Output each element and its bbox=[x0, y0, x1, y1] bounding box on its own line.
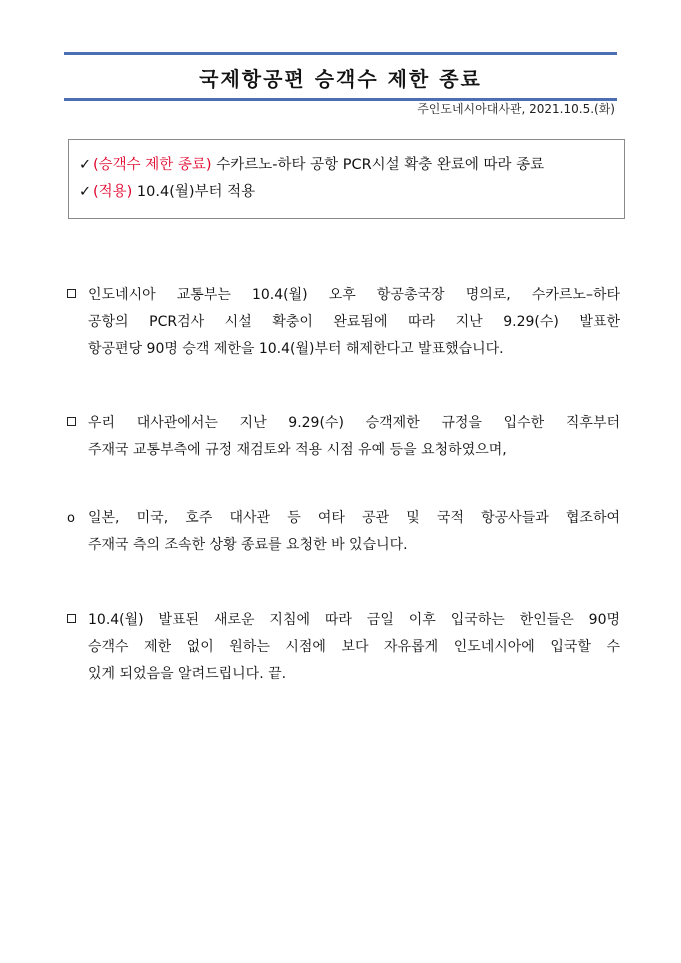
summary-line-1 bbox=[79, 152, 624, 179]
summary-text: 수카르노-하타 공항 PCR시설 확충 완료에 따라 종료 bbox=[211, 157, 545, 173]
paragraph-line: 공항의 PCR검사 시설 확충이 완료됨에 따라 지난 9.29(수) 발표한 bbox=[88, 314, 620, 330]
dateline: 주인도네시아대사관, 2021.10.5.(화) bbox=[417, 102, 615, 116]
paragraph-line: 우리 대사관에서는 지난 9.29(수) 승객제한 규정을 입수한 직후부터 bbox=[88, 415, 620, 431]
summary-text: 10.4(월)부터 적용 bbox=[132, 184, 256, 200]
paragraph-line: 승객수 제한 없이 원하는 시점에 보다 자유롭게 인도네시아에 입국할 수 bbox=[88, 639, 620, 655]
summary-tag: (적용) bbox=[93, 184, 133, 200]
paragraph-line: 주재국 측의 조속한 상황 종료를 요청한 바 있습니다. bbox=[88, 537, 408, 553]
circle-bullet-icon: o bbox=[67, 511, 75, 526]
paragraph-2 bbox=[60, 410, 620, 464]
summary-line-2 bbox=[79, 179, 624, 206]
check-icon: ✓ bbox=[79, 157, 92, 173]
paragraph-3 bbox=[60, 505, 620, 559]
summary-box bbox=[68, 139, 625, 219]
square-bullet-icon bbox=[60, 607, 82, 634]
title-block bbox=[64, 52, 617, 101]
paragraph-4 bbox=[60, 607, 620, 688]
paragraph-line: 10.4(월) 발표된 새로운 지침에 따라 금일 이후 입국하는 한인들은 90명 bbox=[88, 612, 620, 628]
paragraph-line: 인도네시아 교통부는 10.4(월) 오후 항공총국장 명의로, 수카르노–하타 bbox=[88, 287, 620, 303]
check-icon: ✓ bbox=[79, 184, 92, 200]
page-title: 국제항공편 승객수 제한 종료 bbox=[199, 67, 482, 91]
square-bullet-icon bbox=[60, 282, 82, 309]
summary-tag: (승객수 제한 종료) bbox=[93, 157, 212, 173]
paragraph-line: 일본, 미국, 호주 대사관 등 여타 공관 및 국적 항공사들과 협조하여 bbox=[88, 510, 620, 526]
square-bullet-icon bbox=[60, 410, 82, 437]
paragraph-line: 항공편당 90명 승객 제한을 10.4(월)부터 해제한다고 발표했습니다. bbox=[88, 341, 504, 357]
paragraph-1 bbox=[60, 282, 620, 363]
paragraph-line: 주재국 교통부측에 규정 재검토와 적용 시점 유예 등을 요청하였으며, bbox=[88, 442, 507, 458]
paragraph-line: 있게 되었음을 알려드립니다. 끝. bbox=[88, 666, 287, 682]
